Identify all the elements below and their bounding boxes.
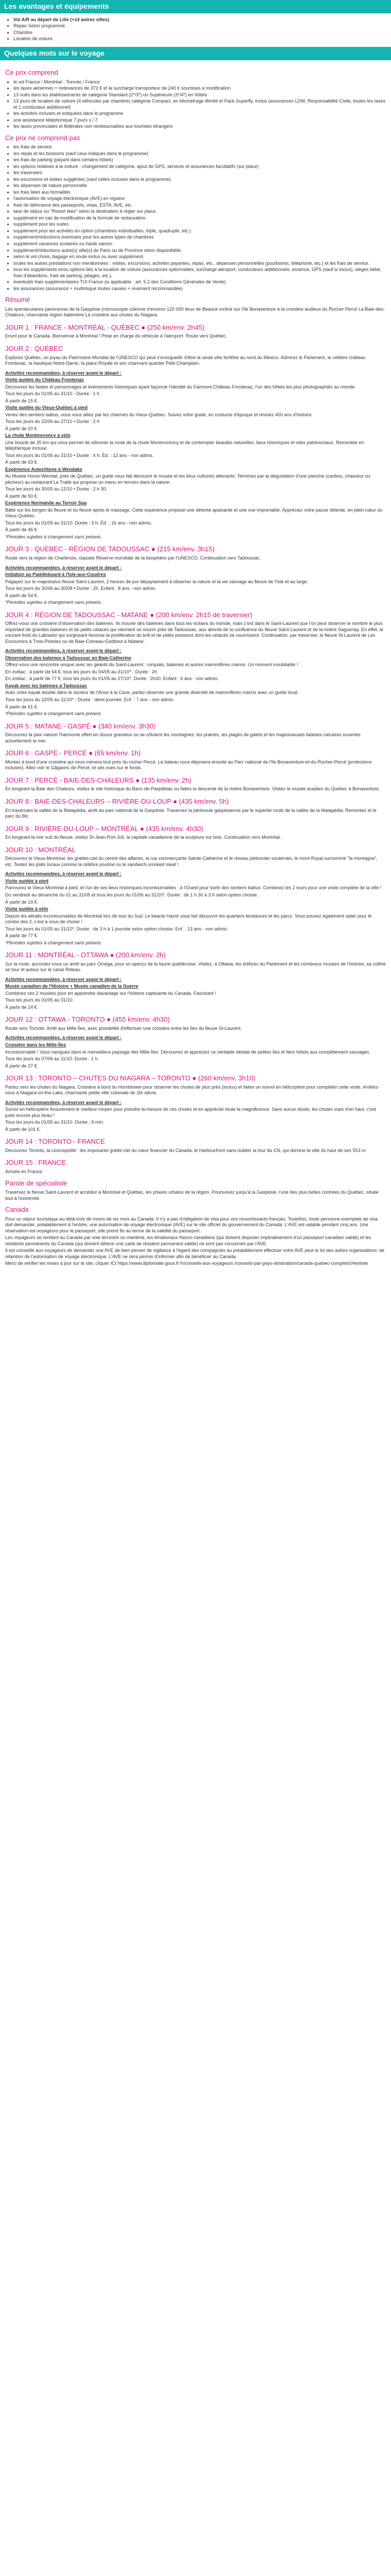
day-text: Route vers Toronto. Arrêt aux Mille-Îles, avec possibilité d'effectuer une croisière entre les îles du fleuve St-Laurent. — [5, 1025, 242, 1031]
excluded-item: • les assurances (assurance + multirisque toutes causes + vivement recommandée) — [13, 286, 386, 292]
day-detail: Tous les jours du 01/05 au 31/10*. Durée : de 3 h à 1 journée selon option choisie. Enf. : 13 ans - non admis. — [5, 926, 229, 931]
day-block — [5, 951, 386, 1010]
excluded-title: Ce prix ne comprend pas — [5, 133, 80, 142]
canada-title: Canada — [5, 1206, 29, 1214]
day-text: En longeant la rive sud du fleuve, visitez St-Jean-Port-Joli, la capitale canadienne de la sculpture sur bois. Continuation vers Montréal. — [5, 835, 281, 840]
day-detail: Tous les jours du 30/05 au 12/10 • Durée : 2 h 30. — [5, 486, 107, 492]
included-item: • 13 jours de location de voiture (4 véhicules par chambre) catégorie Compact, en kilométrage illimité et Pack Superfly, inclus (assurances LDW, Responsabilité Civile, toutes les taxes et 1 conducteur additionnel) — [13, 98, 386, 110]
day-block — [5, 1138, 386, 1154]
day-detail: À partir de 20 €. — [5, 426, 39, 431]
day-detail: Venez des sentiers battus, vous vous alliez par les charmes du Vieux-Québec. Suivez votre guide, en costume d'époque et revivez 400 ans d'histoire. — [5, 412, 313, 417]
day-detail: À partir de 77 €. — [5, 933, 39, 939]
day-detail: Observation des baleines à Tadoussac en Baie-Catherine — [5, 655, 132, 660]
day-text: Montez à bord d'une croisière qui vous mènera tout près du rocher Percé. Le bateau vous déposera ensuite au Parc national de l'île-Bonaventure-et-du-Rocher-Percé (protections incluses). Allez voir le Gâgaoric de Percé, et ses vues sur le fonds. — [5, 759, 372, 771]
excluded-item: • les frais de service — [13, 144, 386, 150]
canada-paragraph: Les voyageurs se rendant au Canada par voie terrestre ou maritime, les binationaux franco-canadiens (qui doivent disposer impérativement d'un passeport canadien valide) et les résidents permanents du Canada (qui doivent détenir une carte de résident permanent valide) ne sont pas concernés par l'AVE. — [5, 1235, 371, 1246]
day-detail: Tous les jours du 07/06 au 11/10. Durée : 1 h. — [5, 1056, 99, 1062]
day-detail: Activités recommandées, à réserver avant le départ : — [5, 871, 122, 877]
day-title: JOUR 7 : PERCÉ - BAIE-DES-CHALEURS ● (135 km/env. 2h) — [5, 776, 191, 784]
advantage-meals: Repas Selon programme — [13, 23, 66, 29]
day-detail: À partir de 61 €. — [5, 704, 39, 709]
summary-title: Résumé — [5, 296, 30, 304]
day-detail: Visite guidée du Château Frontenac — [5, 377, 84, 383]
excluded-item: • les dépenses de nature personnelle — [13, 183, 386, 189]
day-text: Offrez-vous une croisière d'observation des baleines. Ils trouver des baleines dans tous les océans du monde, mais c'est dans le Saint-Laurent que l'on peut observer le nombre le plus important de grandes baleines et de petits cétacés qui viennent se nourrir près de Tadoussac, aux abords de la confluence du fleuve Saint-Laurent et de la rivière Saguenay. En effet, le courant froid du Labrador qui surgissant favorise la prolifération du krill et de petits poissons dont les cétacés se nourrissent. Continuation, par traversier, le fleuve St-Laurent de Les Escoumins à Trois-Pistoles ou de Baie-Comeau-Godbout à Matane. — [5, 621, 383, 644]
excluded-item: • supplément/réductions autre(s) ville(s) de Paris ou de Province selon disponibilité. — [13, 248, 386, 254]
day-block — [5, 798, 386, 820]
advantage-flight: Vol A/R au départ de Lille (+14 autres villes) — [13, 16, 109, 22]
day-block — [5, 722, 386, 744]
day-title: JOUR 6 : GASPÉ - PERCÉ ● (65 km/env. 1h) — [5, 749, 141, 757]
day-title: JOUR 9 : RIVIÈRE-DU-LOUP – MONTRÉAL ● (435 km/env. 4h30) — [5, 824, 203, 833]
canada-paragraph: Il est conseillé aux voyageurs de demander une AVE de bien penser de vigilance à l'égard des compagnies au préalablement effectuer votre AVE peut le lot des autres organisations: de rétention de l'autorisation de voyage électronique. L'AVE ne sera permis d'informer afin de bénéficier au Canada. — [5, 1248, 385, 1259]
included-item: • les activités incluses et indiquées dans le programme — [13, 111, 386, 117]
day-detail: Tous les jours du 30/06 au 30/08 • Durée : 2h. Enfant : 8 ans - non admis. — [5, 586, 156, 591]
day-detail: Tous les jours du 01/05 au 31/10 • Durée : 4 h. Éd. : 12 ans - non admis. — [5, 452, 154, 458]
day-detail: Musée canadien de l'Histoire + Musée canadien de la Guerre — [5, 984, 138, 989]
excluded-item: • taxe de séjour ou "Resort fees" selon la destination à régler sur place. — [13, 209, 386, 215]
advantage-item — [13, 36, 386, 42]
day-block — [5, 825, 386, 841]
day-detail: Avec votre kayak double dans le secteur de l'Anse à la Cave, partez observer une grande diversité de mammifères marins avec un guide local. — [5, 690, 299, 696]
advantages-title: Les avantages et équipements — [0, 0, 391, 13]
day-title: JOUR 2 : QUÉBEC — [5, 344, 63, 352]
day-title: JOUR 13 : TORONTO – CHUTES DU NIAGARA – TORONTO ● (260 km/env. 3h10) — [5, 1074, 256, 1082]
excluded-item: • les repas et les boissons (sauf ceux indiqués dans le programme) — [13, 151, 386, 157]
day-detail: Activités recommandées, à réserver avant le départ : — [5, 976, 122, 982]
excluded-item: • tous les suppléments et/ou options liés à la location de voiture (assurances optionnelles, surcharge aéroport, conducteurs additionnels, essence, GPS (sauf si inclus), sièges bébé, frais d'abandons, frais de parking, péages, etc.). — [13, 267, 386, 279]
excluded-item: • supplément vacances scolaires ou haute saison. — [13, 241, 386, 247]
included-item: • le vol France / Montréal - Toronto / France — [13, 79, 386, 86]
day-detail: En zodiac : à partir de 64 €, tous les jours du 04/05 au 31/10* - Durée : 2h. — [5, 669, 158, 674]
day-detail: Kayak avec les baleines à Tadoussac — [5, 683, 87, 688]
day-block — [5, 345, 386, 540]
day-detail: Croisière dans les Mille-Îles — [5, 1042, 67, 1047]
day-detail: Depuis les attraits incontournables de Montréal lors de tour du Sud. Le beacle Havré vous fait découvrir les quartiers tendances et les parcs. Vous pouvez également opter pour le combo des 2, c'est à vous de choisir ! — [5, 913, 372, 925]
day-title: JOUR 14 : TORONTO - FRANCE — [5, 1138, 105, 1146]
advantage-item — [13, 30, 386, 36]
excluded-item: • frais de délivrance des passeports, visas, ESTA, AVE, etc. — [13, 202, 386, 209]
day-title: JOUR 11 : MONTRÉAL - OTTAWA ● (200 km/env. 2h) — [5, 951, 166, 959]
day-detail: Survol en hélicoptère Assurément le meilleur moyen pour prendre la mesure de ces chutes et en apprécier toute la magnificence. Sans aucun doute, les chutes vues d'en haut, c'est juste encore plus beau ! — [5, 1107, 376, 1118]
day-detail: Du vendredi au dimanche du 01 au 31/05 et tous les jours du 01/06 au 31/10*. Durée : de 1 h 30 à 3 h selon option choisie. — [5, 892, 258, 897]
day-detail: Initiation au Paddleboard à l'Isle-aux-Coudres — [5, 572, 106, 578]
day-detail: En zodiac : à partir de 77 €, tous les jours du 01/05 au 27/10*. Durée : 2h30. Enfant : 6 ans - non admis. — [5, 676, 219, 682]
day-block — [5, 324, 386, 340]
day-detail: Pagayez sur le majestueux fleuve Saint-Laurent, 2 heures de pur dépaysement à observer la nature et la vie sauvage au fleuve de l'Isle et au large. — [5, 579, 308, 584]
day-title: JOUR 5 : MATANE - GASPÉ ● (340 km/env. 3h30) — [5, 722, 156, 730]
day-detail: Tous les jours du 01/05 au 31/10 - Durée : 1 h. — [5, 391, 101, 397]
day-detail: Expérience Normande au Terroir Spa — [5, 500, 87, 506]
summary-text: Les spectaculaires panoramas de la Gaspésie (microscopie colonne d'environ 120 000 lieux de Beauce incliné sur l'île Bonaventure à la croisière audieux du Rocher Percé La Baie-des-Chaleurs, charmante région baleinière La croisière aux chutes du Niagara. — [5, 306, 385, 318]
excluded-item: • supplément pour les suites — [13, 222, 386, 228]
page — [0, 0, 391, 1277]
trip-details — [0, 60, 391, 1277]
day-text: Route vers la région de Charlevoix, classée Réserve mondiale de la biosphère par l'UNESCO. Continuation vers Tadoussac. — [5, 555, 261, 561]
day-detail: *Périodes sujettes à changement sans préavis. — [5, 940, 102, 945]
day-detail: À partir de 15 €. — [5, 398, 39, 403]
day-detail: *Périodes sujettes à changement sans préavis. — [5, 711, 102, 717]
day-title: JOUR 10 : MONTRÉAL — [5, 845, 76, 854]
day-title: JOUR 1 : FRANCE - MONTRÉAL - QUÉBEC ● (250 km/env. 2h45) — [5, 323, 205, 331]
day-text: En traversant la vallée de la Matapédia, arrêt au parc national de la Gaspésie. Traversez la péninsule gaspésienne par le superbe route de la vallée de la Matapédia. Remontez et le parc du Bic. — [5, 807, 377, 819]
day-detail: À partir de 46 €. — [5, 527, 39, 533]
excluded-item: • supplément pour les activités en option (chambres individuelles, triple, quadruple, etc.) — [13, 228, 386, 234]
day-text: Explorez Québec, un joyau du Patrimoine Mondial de l'UNESCO qui peut s'enorgueillir d'être la seule ville fortifiée au nord du Mexico. Admirez le Parlement, le célèbre château Frontenac, la basilique Notre-Dame, la place Royale et son charmant quartier Petit-Champlain. — [5, 354, 366, 366]
excluded-item: • selon le vol choisi, bagage en soute inclus ou avec supplément. — [13, 254, 386, 260]
included-item: • les taxes aériennes + redevances de 372 € et la surcharge transporteur de 240 € soumises à modification — [13, 86, 386, 92]
canada-paragraph: Merci de vérifier les mises à jour sur le site, cliquer ICI https://www.diplomatie.gouv.fr fr/conseils-aux-voyageurs /conseils-par-pays-destination/canada-quebec-complet/c/#entree — [5, 1261, 368, 1266]
day-block — [5, 611, 386, 717]
excluded-list — [5, 144, 386, 292]
day-detail: Tous les jours du 22/06 au 27/10 • Durée : 2 h — [5, 419, 100, 425]
day-detail: Incontournable ! Vous naviguez dans le merveilleux paysage des Mille-Îles. Découvrez et appréciez ce véritable dédale de petites îles et fiers hôtels aux complètement sauvages. — [5, 1049, 370, 1055]
day-detail: À partir de 63 €. — [5, 460, 39, 465]
advantage-item — [13, 17, 386, 23]
day-title: JOUR 4 : RÉGION DE TADOUSSAC - MATANE ● (200 km/env. 2h15 de traversier) — [5, 611, 253, 619]
trip-overview-title: Quelques mots sur le voyage — [0, 47, 391, 60]
excluded-item: • toutes les autres prestations non mentionnées : visites, excursions, activités payantes, repas, etc., dépenses personnelles (pourboires, téléphone, etc.) et les frais de service. — [13, 261, 386, 267]
day-detail: Activités recommandées, à réserver avant le départ : — [5, 370, 122, 376]
excluded-item: • les options relatives à la voiture : changement de catégorie, ajout de GPS, services et assurances facultatifs (sur place) — [13, 164, 386, 170]
day-text: Découvrez la paix naturel l'harmonie offert en douce grandeur où se côtoient les montagnes, les prairies, les plages de galets et les majestueuses falaises calcaires ouvertes actuellement la mer. — [5, 732, 361, 743]
day-detail: Parcourez le Vieux-Montréal à pied, et l'un de ses lieux historiques incontournables : à l'Ouest pour sortir des sentiers battus. Combinez les 2 tours pour une visite complète de la ville ! — [5, 885, 382, 891]
excluded-item: • supplément/réductions éventuels pour les autres types de chambres — [13, 234, 386, 241]
excluded-item: • les frais de parking (payant dans certains hôtels) — [13, 157, 386, 163]
day-detail: Tous les jours du 01/05 au 31/10. Durée : 9 min. — [5, 1120, 104, 1125]
day-block — [5, 1159, 386, 1175]
day-detail: Une boucle de 25 km qui vous permet de sillonner la route de la chute Montmorency et de contempler beautés naturelles, lieux historiques et sites patrimoniaux. Remontée en téléphérique incluse. — [5, 439, 364, 451]
day-detail: Bâtie sur les berges du fleuve et du fleuve après le massage. Cette expérience propose une détente apaisante et une vue imprenable. Appréciez votre pause détente, en plein cœur du Vieux-Québec. — [5, 507, 383, 519]
day-block — [5, 776, 386, 792]
included-title: Ce prix comprend — [5, 68, 58, 76]
day-title: JOUR 3 : QUÉBEC - RÉGION DE TADOUSSAC ● (215 km/env. 3h15) — [5, 545, 215, 553]
day-text: Découvrez Toronto, la cosmopolite : les imposants gratte-ciel du cœur financier du Canada, le Harbourfront sans oublier la tour du CN, qui domine la ville du haut de ses 553 m. — [5, 1147, 367, 1153]
day-block — [5, 846, 386, 946]
expert-title: Parole de spécialiste — [5, 1179, 67, 1187]
day-title: JOUR 12 : OTTAWA - TORONTO ● (455 km/env. 4h30) — [5, 1015, 170, 1024]
day-detail: Activités recommandées, à réserver avant le départ : — [5, 648, 122, 654]
day-detail: *Périodes sujettes à changement sans préavis. — [5, 534, 102, 539]
day-detail: À partir de 19 €. — [5, 899, 39, 905]
day-detail: Activités recommandées, à réserver avant le départ : — [5, 1035, 122, 1041]
day-detail: Combinez ces 2 musées pour en apprendre davantage sur l'histoire captivante du Canada. Fascinant ! — [5, 990, 216, 996]
day-detail: Visite guidée à vélo — [5, 906, 48, 912]
day-block — [5, 1015, 386, 1069]
day-text: Arrivée en France. — [5, 1169, 44, 1175]
advantage-item — [13, 23, 386, 29]
day-text: Sur la route, accordez-vous un arrêt au parc Omega, pour un aperçu de la faune québécoise. Visitez, à Ottawa, les édifices du Parlement et les nombreux musées de l'histoire, sa colline se tour et autour sur le canal Rideau. — [5, 961, 386, 973]
excluded-item: • éventuels frais supplémentaires TUI France (si applicable : art. 5.2 des Conditions Générales de Vente) — [13, 279, 386, 285]
advantages-list-container — [0, 13, 391, 47]
day-detail: Activités recommandées, à réserver avant le départ : — [5, 1099, 122, 1105]
expert-text: Traversez le fleuve Saint-Laurent et accédez à Montréal et Québec, les phares urbains de la région. Poursuivez jusqu'à la Gaspésie, l'une des plus belles contrées du Québec, située tout à l'extrémité. — [5, 1190, 379, 1201]
excluded-item: • les frais liées aux formalités — [13, 190, 386, 196]
day-detail: Activités recommandées, à réserver avant le départ : — [5, 565, 122, 570]
day-text: Découvrez le Vieux-Montréal, les grattes-ciel du centre des affaires, la rue commerçante Sainte-Catherine et le réseau piétonnier souterrain, le mont Royal surnommé "la montagne", etc. Testez les plats locaux comme la célèbre poutine ou le sandwich smoked meat ! — [5, 856, 378, 867]
included-list — [5, 79, 386, 130]
day-title: JOUR 15 : FRANCE — [5, 1159, 66, 1167]
advantage-room: Chambre — [13, 29, 33, 35]
day-detail: Expérience Autochtone à Wendake — [5, 466, 83, 472]
day-block — [5, 545, 386, 605]
day-text: Partez vers les chutes du Niagara. Croisière à bord du Hornblower pour observer les chutes de plus près (inclus) et faites un survol en hélicoptère pour compléter cette visite. Arrêtez-vous à Niagara-on-the-Lake, charmante petite ville coloniale de 1th siècle. — [5, 1084, 380, 1096]
included-item: • 13 nuits dans les établissements de catégorie Standard (2*/3*) ou Supérieure (3*/4*) en hôtels — [13, 92, 386, 98]
day-block — [5, 749, 386, 771]
day-detail: À partir de 24 €. — [5, 1004, 39, 1010]
day-title: JOUR 8 : BAIE-DES-CHALEURS – RIVIÈRE-DU-LOUP ● (435 km/env. 5h) — [5, 797, 229, 805]
day-detail: Visite guidée du Vieux-Québec à pied — [5, 405, 88, 411]
day-text: Envol pour le Canada. Bienvenue à Montréal ! Prise en charge du véhicule à l'aéroport. Route vers Québec. — [5, 333, 227, 339]
excluded-item: • l'autorisation de voyage électronique (AVE) en vigueur — [13, 196, 386, 202]
day-block — [5, 1074, 386, 1132]
included-item: • les taxes provinciales et fédérales non remboursables aux touristes étrangers — [13, 124, 386, 130]
day-detail: Tous les jours du 22/05 au 11/10* - Durée : demi-journée. Enf. : 7 ans - non admis. — [5, 697, 175, 702]
day-detail: *Périodes sujettes à changement sans préavis. — [5, 600, 102, 605]
excluded-item: • supplément en cas de modification de la formule de restauration. — [13, 215, 386, 222]
day-detail: Visite guidée à pied — [5, 878, 48, 884]
excluded-item: • les traversiers — [13, 170, 386, 176]
day-detail: La chute Montmorency à vélo — [5, 433, 71, 438]
day-detail: À partir de 50 €. — [5, 493, 39, 499]
canada-paragraph: Pour un séjour touristique au-delà trois de moins de six mois au Canada. Il n'y a pas d'obligation de visa pour vos ressortissants français. Toutefois, toute personne exemptée de visa doit demander, préalablement à l'entrée, une autorisation de voyage électronique (AVE) sur le site officiel du gouvernement du Canada. L'AVE est valable pendant cinq ans. Une réservation est voyageurs pour le passeport, elle prend fin au terme de la validité du passeport. — [5, 1216, 378, 1233]
included-item: • une assistance téléphonique 7 jours s / 7 — [13, 117, 386, 124]
day-detail: À partir de 101 €. — [5, 1126, 41, 1132]
day-detail: Offrez-vous une rencontre unique avec les géants du Saint-Laurent : rorquals, baleines et autres mammifères marins. Un moment inoubliable ! — [5, 662, 298, 668]
day-detail: À partir de 27 €. — [5, 1063, 39, 1069]
excluded-item: • les excursions et visites suggérées (sauf celles incluses dans le programme) — [13, 177, 386, 183]
canada-info — [5, 1216, 386, 1267]
day-text: En longeant la Baie des Chaleurs, visitez le site historique du Banc-de-Paspébiac ou faites la descente de la rivière Bonaventure. Visitez le musée acadien du Québec à Bonaventure. — [5, 786, 380, 792]
day-detail: Au Musée Huron-Wendat, près de Québec, un guide vous fait découvrir le musée et les lieux culturels attenants. Terminez par la dégustation d'une planche (caribou, chasseur ou pêcheur) au restaurant La Traite qui propose un menu en terroirs dans la nature. — [5, 473, 370, 485]
itinerary — [5, 324, 386, 1175]
day-detail: Tous les jours du 01/05 au 31/10. — [5, 997, 74, 1003]
advantage-car: Location de voiture — [13, 36, 53, 42]
advantages-list — [5, 17, 386, 42]
day-detail: À partir de 54 €. — [5, 592, 39, 598]
day-detail: Découvrez les fastes et personnages et événements historiques ayant façonné l'identité du Fairmont Château Frontenac, l'un des hôtels les plus photographiés au monde. — [5, 384, 356, 389]
day-detail: Tous les jours du 01/05 au 31/10. Durée : 3 h. Éd. : 16 ans - non admis. — [5, 520, 152, 526]
